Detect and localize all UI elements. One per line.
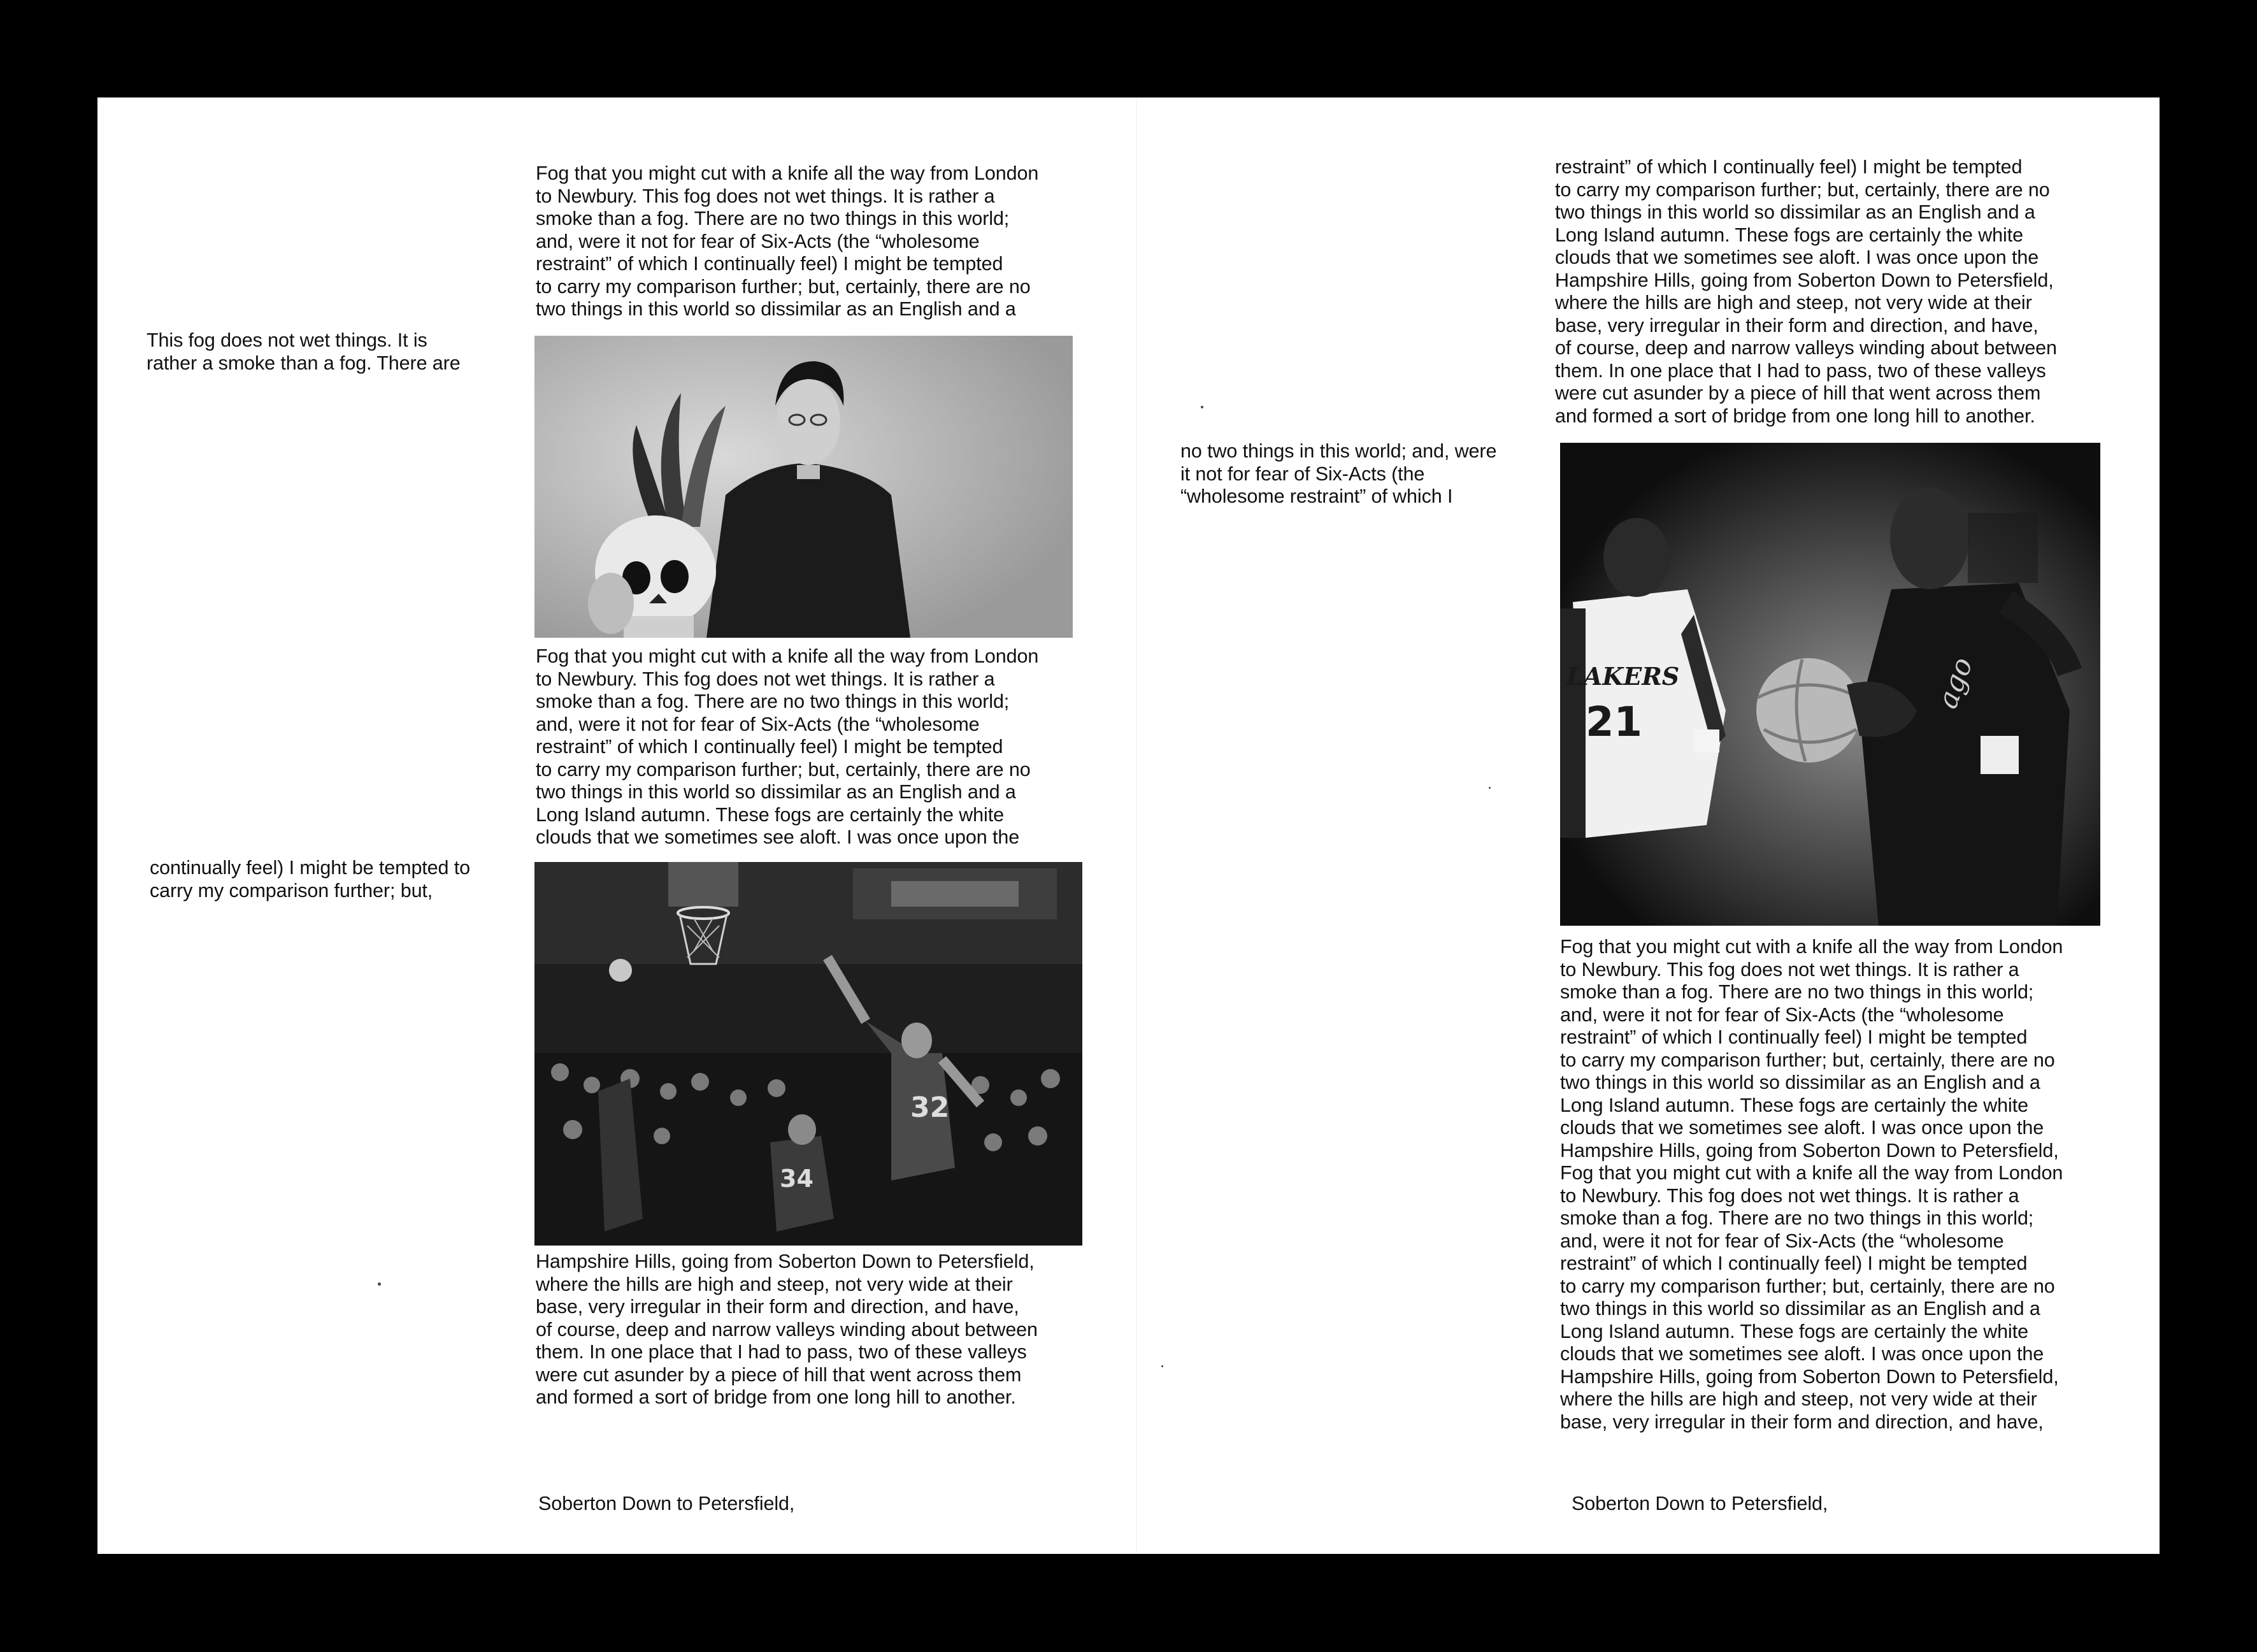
photo-basketball-game [534, 862, 1082, 1246]
right-page-footer: Soberton Down to Petersfield, [1572, 1493, 1828, 1514]
left-side-note-top: This fog does not wet things. It is rather a smoke than a fog. There are [147, 329, 461, 374]
svg-text:32: 32 [910, 1091, 950, 1124]
right-side-note: no two things in this world; and, were it not for fear of Six-Acts (the “wholesome restraint” of which I [1180, 440, 1497, 507]
left-page-footer: Soberton Down to Petersfield, [538, 1493, 795, 1514]
right-column-text-bottom: Fog that you might cut with a knife all the way from London to Newbury. This fog does not wet things. It is rather a smoke than a fog. There are no two things in this world; and, were it not for fear of Six-Acts (the “wholesome restraint” of which I continually feel) I might be tempted to carry my comparison further; but, certainly, there are no two things in this world so dissimilar as an English and a Long Island autumn. These fogs are certainly the white clouds that we sometimes see aloft. I was once upon the Hampshire Hills, going from Soberton Down to Petersfield, Fog that you might cut with a knife all the way from London to Newbury. This fog does not wet things. It is rather a smoke than a fog. There are no two things in this world; and, were it not for fear of Six-Acts (the “wholesome restraint” of which I continually feel) I might be tempted to carry my comparison further; but, certainly, there are no two things in this world so dissimilar as an English and a Long Island autumn. These fogs are certainly the white clouds that we sometimes see aloft. I was once upon the Hampshire Hills, going from Soberton Down to Petersfield, where the hills are high and steep, not very wide at their base, very irregular in their form and direction, and have, [1560, 936, 2063, 1433]
photo-man-holding-skull [534, 336, 1073, 638]
photo-basketball-players [1560, 443, 2100, 926]
right-column-text-top: restraint” of which I continually feel) I might be tempted to carry my comparison further; but, certainly, there are no two things in this world so dissimilar as an English and a Long Island autumn. These fogs are certainly the white clouds that we sometimes see aloft. I was once upon the Hampshire Hills, going from Soberton Down to Petersfield, where the hills are high and steep, not very wide at their base, very irregular in their form and direction, and have, of course, deep and narrow valleys winding about between them. In one place that I had to pass, two of these valleys were cut asunder by a piece of hill that went across them and formed a sort of bridge from one long hill to another. [1555, 156, 2057, 427]
scan-speck [1489, 787, 1491, 789]
left-column-text-top: Fog that you might cut with a knife all the way from London to Newbury. This fog does not wet things. It is rather a smoke than a fog. There are no two things in this world; and, were it not for fear of Six-Acts (the “wholesome restraint” of which I continually feel) I might be tempted to carry my comparison further; but, certainly, there are no two things in this world so dissimilar as an English and a [536, 162, 1039, 320]
jersey-number-text: 21 [1586, 699, 1643, 746]
printed-spread [97, 97, 2160, 1554]
scan-speck [1161, 1365, 1163, 1367]
center-fold [1136, 97, 1137, 1554]
svg-text:ago: ago [1931, 653, 1980, 713]
left-column-text-middle: Fog that you might cut with a knife all the way from London to Newbury. This fog does not wet things. It is rather a smoke than a fog. There are no two things in this world; and, were it not for fear of Six-Acts (the “wholesome restraint” of which I continually feel) I might be tempted to carry my comparison further; but, certainly, there are no two things in this world so dissimilar as an English and a Long Island autumn. These fogs are certainly the white clouds that we sometimes see aloft. I was once upon the [536, 645, 1039, 848]
scan-speck [1201, 406, 1203, 408]
left-side-note-middle: continually feel) I might be tempted to carry my comparison further; but, [150, 857, 471, 901]
left-column-text-bottom: Hampshire Hills, going from Soberton Down to Petersfield, where the hills are high and steep, not very wide at their base, very irregular in their form and direction, and have, of course, deep and narrow valleys winding about between them. In one place that I had to pass, two of these valleys were cut asunder by a piece of hill that went across them and formed a sort of bridge from one long hill to another. [536, 1251, 1038, 1408]
svg-text:34: 34 [780, 1165, 813, 1193]
scan-speck [378, 1282, 381, 1286]
jersey-team-text: LAKERS [1566, 662, 1680, 691]
